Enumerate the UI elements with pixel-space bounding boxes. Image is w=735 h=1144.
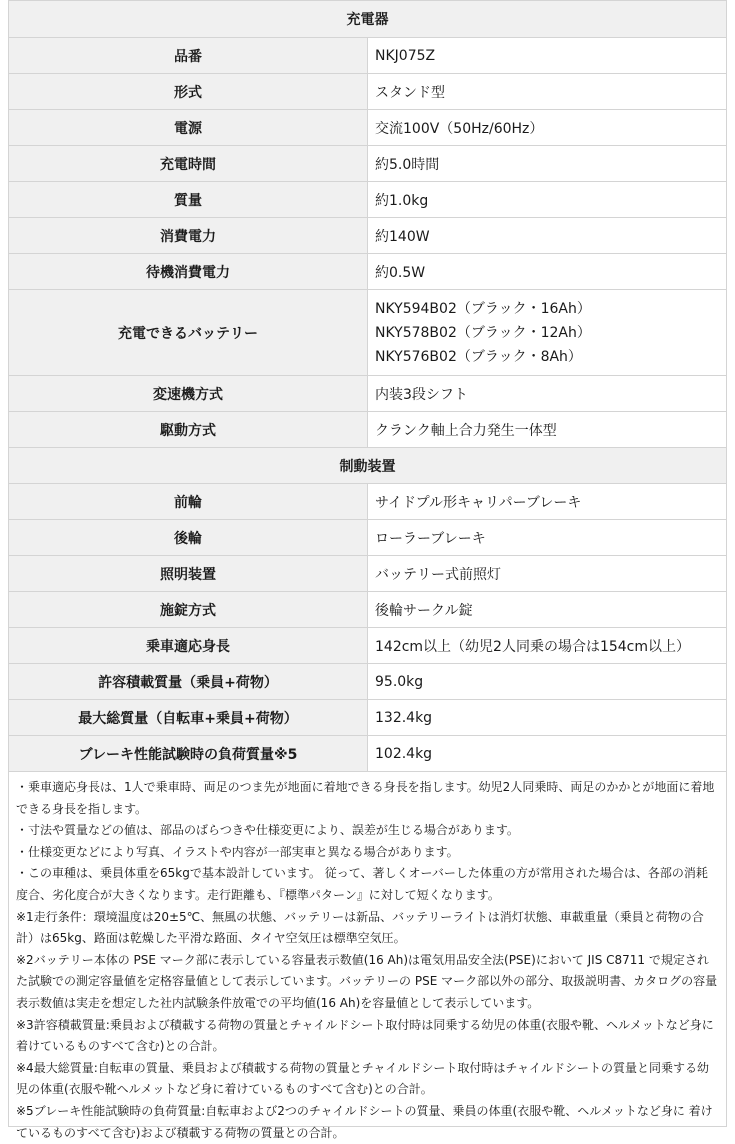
footnote: ※2バッテリー本体の PSE マーク部に表示している容量表示数値(16 Ah)は電気用品安全法(PSE)において JIS C8711 で規定された試験での測定容量値を定格容量値として表示しています。バッテリーの PSE マーク部以外の部分、取扱説明書、カタログの容量表示数値は実走を想定した社内試験条件放電での平均値(16 Ah)を容量値として表示しています。	[16, 952, 718, 1010]
footnote: ・寸法や質量などの値は、部品のばらつきや仕様変更により、誤差が生じる場合があります。	[16, 823, 519, 838]
spec-value: 142cm以上（幼児2人同乗の場合は154cm以上）	[368, 628, 727, 664]
spec-row-battery	[9, 290, 727, 376]
spec-row	[9, 38, 727, 74]
footnote: ※4最大総質量:自転車の質量、乗員および積載する荷物の質量とチャイルドシート取付時はチャイルドシートの質量と同乗する幼児の体重(衣服や靴ヘルメットなど身に着けているものすべて含む)との合計。	[16, 1060, 710, 1097]
spec-label: 駆動方式	[9, 412, 368, 448]
spec-label: 前輪	[9, 484, 368, 520]
spec-row	[9, 556, 727, 592]
spec-label: 充電できるバッテリー	[9, 290, 368, 376]
spec-row	[9, 736, 727, 772]
spec-value: 交流100V（50Hz/60Hz）	[368, 110, 727, 146]
spec-value: 約1.0kg	[368, 182, 727, 218]
spec-value: 内装3段シフト	[368, 376, 727, 412]
spec-value: 132.4kg	[368, 700, 727, 736]
spec-row	[9, 218, 727, 254]
spec-label: 待機消費電力	[9, 254, 368, 290]
spec-label: ブレーキ性能試験時の負荷質量※5	[9, 736, 368, 772]
spec-row	[9, 484, 727, 520]
spec-label: 充電時間	[9, 146, 368, 182]
spec-value: ローラーブレーキ	[368, 520, 727, 556]
spec-row	[9, 592, 727, 628]
spec-row	[9, 664, 727, 700]
section-header-brake	[9, 448, 727, 484]
footnote: ・この車種は、乗員体重を65kgで基本設計しています。 従って、著しくオーバーした体重の方が常用された場合は、各部の消耗度合、劣化度合が大きくなります。走行距離も、『標準パターン』に対して短くなります。	[16, 866, 708, 902]
spec-label: 最大総質量（自転車+乗員+荷物）	[9, 700, 368, 736]
spec-row	[9, 628, 727, 664]
spec-label: 乗車適応身長	[9, 628, 368, 664]
spec-label: 変速機方式	[9, 376, 368, 412]
spec-label: 照明装置	[9, 556, 368, 592]
spec-value: 102.4kg	[368, 736, 727, 772]
battery-model: NKY576B02（ブラック・8Ah）	[375, 348, 582, 365]
footnote: ※5ブレーキ性能試験時の負荷質量:自転車および2つのチャイルドシートの質量、乗員の体重(衣服や靴、ヘルメットなど身に 着けているものすべて含む)および積載する荷物の質量との合計。	[16, 1103, 713, 1140]
spec-label: 品番	[9, 38, 368, 74]
spec-value: 後輪サークル錠	[368, 592, 727, 628]
spec-value: 約5.0時間	[368, 146, 727, 182]
battery-model: NKY578B02（ブラック・12Ah）	[375, 324, 591, 341]
spec-label: 後輪	[9, 520, 368, 556]
spec-value: バッテリー式前照灯	[368, 556, 727, 592]
spec-row	[9, 700, 727, 736]
spec-value: スタンド型	[368, 74, 727, 110]
spec-row	[9, 110, 727, 146]
footnote: ・乗車適応身長は、1人で乗車時、両足のつま先が地面に着地できる身長を指します。幼児2人同乗時、両足のかかとが地面に着地できる身長を指します。	[16, 780, 715, 816]
section-header-charger	[9, 1, 727, 38]
spec-label: 質量	[9, 182, 368, 218]
spec-value: 約0.5W	[368, 254, 727, 290]
spec-label: 電源	[9, 110, 368, 146]
footnote: ※3許容積載質量:乗員および積載する荷物の質量とチャイルドシート取付時は同乗する幼児の体重(衣服や靴、ヘルメットなど身に着けているものすべて含む)との合計。	[16, 1017, 714, 1054]
spec-value: NKJ075Z	[368, 38, 727, 74]
section-title: 充電器	[9, 1, 727, 38]
spec-row	[9, 182, 727, 218]
spec-row	[9, 520, 727, 556]
spec-value: サイドプル形キャリパーブレーキ	[368, 484, 727, 520]
spec-label: 施錠方式	[9, 592, 368, 628]
spec-row	[9, 146, 727, 182]
spec-label: 消費電力	[9, 218, 368, 254]
spec-row	[9, 254, 727, 290]
section-title: 制動装置	[9, 448, 727, 484]
spec-row	[9, 74, 727, 110]
spec-value-list	[368, 290, 727, 376]
spec-value: 95.0kg	[368, 664, 727, 700]
spec-label: 形式	[9, 74, 368, 110]
spec-row	[9, 412, 727, 448]
footnote: ※1走行条件：環境温度は20±5℃、無風の状態、バッテリーは新品、バッテリーライトは消灯状態、車載重量（乗員と荷物の合計）は65kg、路面は乾燥した平滑な路面、タイヤ空気圧は標準空気圧。	[16, 909, 704, 946]
footnotes	[8, 772, 727, 1140]
spec-label: 許容積載質量（乗員+荷物）	[9, 664, 368, 700]
spec-table	[8, 0, 727, 772]
spec-row	[9, 376, 727, 412]
spec-value: 約140W	[368, 218, 727, 254]
footnote: ・仕様変更などにより写真、イラストや内容が一部実車と異なる場合があります。	[16, 844, 459, 859]
spec-sheet	[8, 0, 727, 1140]
battery-model: NKY594B02（ブラック・16Ah）	[375, 300, 591, 317]
spec-value: クランク軸上合力発生一体型	[368, 412, 727, 448]
